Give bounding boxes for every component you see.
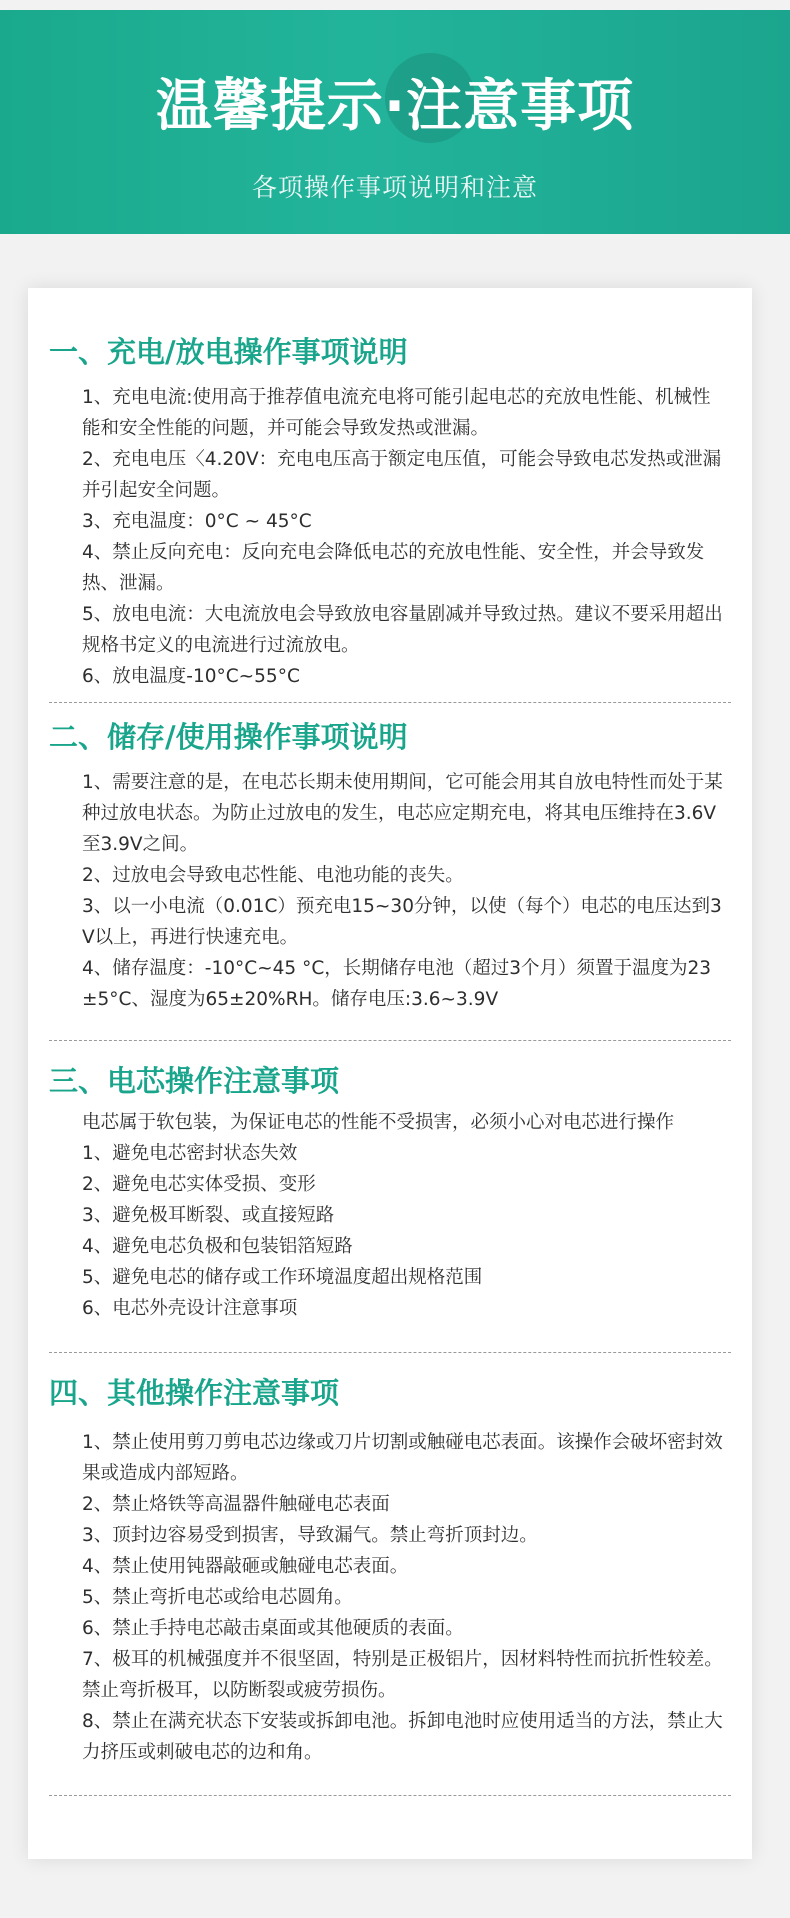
- list-item: 2、避免电芯实体受损、变形: [82, 1174, 316, 1195]
- list-item: 5、避免电芯的储存或工作环境温度超出规格范围: [82, 1267, 483, 1288]
- list-item: 6、放电温度-10°C~55°C: [82, 666, 300, 687]
- divider: [49, 702, 731, 703]
- list-item: 2、充电电压〈4.20V：充电电压高于额定电压值，可能会导致电芯发热或泄漏并引起安全问题。: [82, 449, 722, 501]
- header-banner: [0, 10, 790, 234]
- list-item: 6、电芯外壳设计注意事项: [82, 1298, 298, 1319]
- list-item: 3、充电温度：0°C ~ 45°C: [82, 511, 312, 532]
- section-body: [82, 382, 724, 692]
- list-item: 1、禁止使用剪刀剪电芯边缘或刀片切割或触碰电芯表面。该操作会破坏密封效果或造成内部短路。: [82, 1432, 723, 1484]
- list-item: 4、禁止使用钝器敲砸或触碰电芯表面。: [82, 1556, 409, 1577]
- list-item: 7、极耳的机械强度并不很坚固，特别是正极铝片，因材料特性而抗折性较差。禁止弯折极耳，以防断裂或疲劳损伤。: [82, 1649, 723, 1701]
- list-item: 3、顶封边容易受到损害，导致漏气。禁止弯折顶封边。: [82, 1525, 538, 1546]
- list-item: 2、禁止烙铁等高温器件触碰电芯表面: [82, 1494, 390, 1515]
- section-heading: 二、储存/使用操作事项说明: [49, 720, 408, 754]
- page-title: 温馨提示·注意事项: [155, 74, 635, 139]
- page-subtitle: 各项操作事项说明和注意: [251, 173, 538, 202]
- section-body: [82, 1427, 724, 1768]
- content-card: [28, 288, 752, 1859]
- list-item: 4、禁止反向充电：反向充电会降低电芯的充放电性能、安全性，并会导致发热、泄漏。: [82, 542, 705, 594]
- list-item: 6、禁止手持电芯敲击桌面或其他硬质的表面。: [82, 1618, 464, 1639]
- section-heading: 四、其他操作注意事项: [49, 1376, 340, 1410]
- list-item: 1、避免电芯密封状态失效: [82, 1143, 298, 1164]
- list-item: 8、禁止在满充状态下安装或拆卸电池。拆卸电池时应使用适当的方法，禁止大力挤压或刺破电芯的边和角。: [82, 1711, 723, 1763]
- list-item: 2、过放电会导致电芯性能、电池功能的丧失。: [82, 865, 464, 886]
- divider: [49, 1040, 731, 1041]
- list-item: 4、储存温度：-10°C~45 °C，长期储存电池（超过3个月）须置于温度为23±5°C、湿度为65±20%RH。储存电压:3.6~3.9V: [82, 958, 712, 1010]
- list-item: 3、以一小电流（0.01C）预充电15~30分钟，以使（每个）电芯的电压达到3V以上，再进行快速充电。: [82, 896, 722, 948]
- list-item: 1、需要注意的是，在电芯长期未使用期间，它可能会用其自放电特性而处于某种过放电状态。为防止过放电的发生，电芯应定期充电，将其电压维持在3.6V至3.9V之间。: [82, 772, 723, 855]
- list-item: 电芯属于软包装，为保证电芯的性能不受损害，必须小心对电芯进行操作: [82, 1112, 675, 1133]
- list-item: 3、避免极耳断裂、或直接短路: [82, 1205, 335, 1226]
- list-item: 5、禁止弯折电芯或给电芯圆角。: [82, 1587, 353, 1608]
- section-body: [82, 1107, 724, 1324]
- section-heading: 三、电芯操作注意事项: [49, 1064, 340, 1098]
- list-item: 4、避免电芯负极和包装铝箔短路: [82, 1236, 353, 1257]
- divider: [49, 1795, 731, 1796]
- list-item: 1、充电电流:使用高于推荐值电流充电将可能引起电芯的充放电性能、机械性能和安全性能的问题，并可能会导致发热或泄漏。: [82, 387, 711, 439]
- section-body: [82, 767, 724, 1015]
- divider: [49, 1352, 731, 1353]
- list-item: 5、放电电流：大电流放电会导致放电容量剧减并导致过热。建议不要采用超出规格书定义的电流进行过流放电。: [82, 604, 723, 656]
- section-heading: 一、充电/放电操作事项说明: [49, 335, 408, 369]
